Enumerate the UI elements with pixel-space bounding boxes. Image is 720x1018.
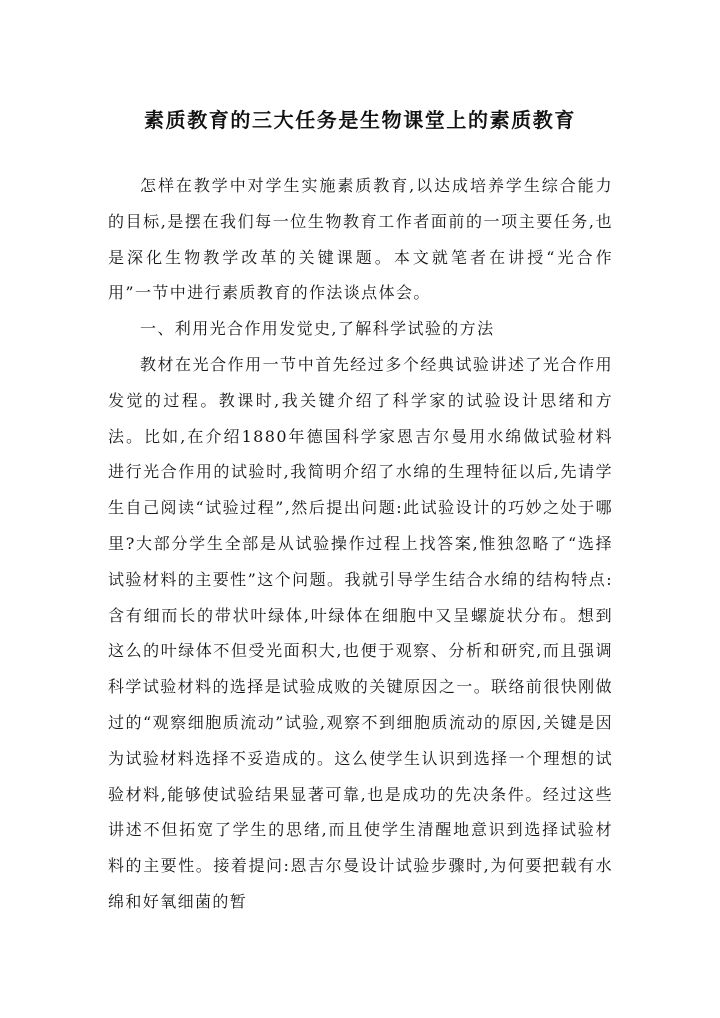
document-body xyxy=(108,168,613,920)
page-title: 素质教育的三大任务是生物课堂上的素质教育 xyxy=(144,108,576,133)
section-heading: 一、利用光合作用发觉史,了解科学试验的方法 xyxy=(140,319,495,339)
intro-paragraph: 怎样在教学中对学生实施素质教育,以达成培养学生综合能力的目标,是摆在我们每一位生物教育工作者面前的一项主要任务,也是深化生物教学改革的关键课题。本文就笔者在讲授“光合作用”一节中进行素质教育的作法谈点体会。 xyxy=(108,176,613,303)
body-paragraph: 教材在光合作用一节中首先经过多个经典试验讲述了光合作用发觉的过程。教课时,我关键介绍了科学家的试验设计思绪和方法。比如,在介绍1880年德国科学家恩吉尔曼用水绵做试验材料进行光合作用的试验时,我简明介绍了水绵的生理特征以后,先请学生自己阅读“试验过程”,然后提出问题:此试验设计的巧妙之处于哪里?大部分学生全部是从试验操作过程上找答案,惟独忽略了“选择试验材料的主要性”这个问题。我就引导学生结合水绵的结构特点:含有细而长的带状叶绿体,叶绿体在细胞中又呈螺旋状分布。想到这么的叶绿体不但受光面积大,也便于观察、分析和研究,而且强调科学试验材料的选择是试验成败的关键原因之一。联络前很快刚做过的“观察细胞质流动”试验,观察不到细胞质流动的原因,关键是因为试验材料选择不妥造成的。这么使学生认识到选择一个理想的试验材料,能够使试验结果显著可靠,也是成功的先决条件。经过这些讲述不但拓宽了学生的思绪,而且使学生清醒地意识到选择试验材料的主要性。接着提问:恩吉尔曼设计试验步骤时,为何要把载有水绵和好氧细菌的暂 xyxy=(108,354,613,911)
